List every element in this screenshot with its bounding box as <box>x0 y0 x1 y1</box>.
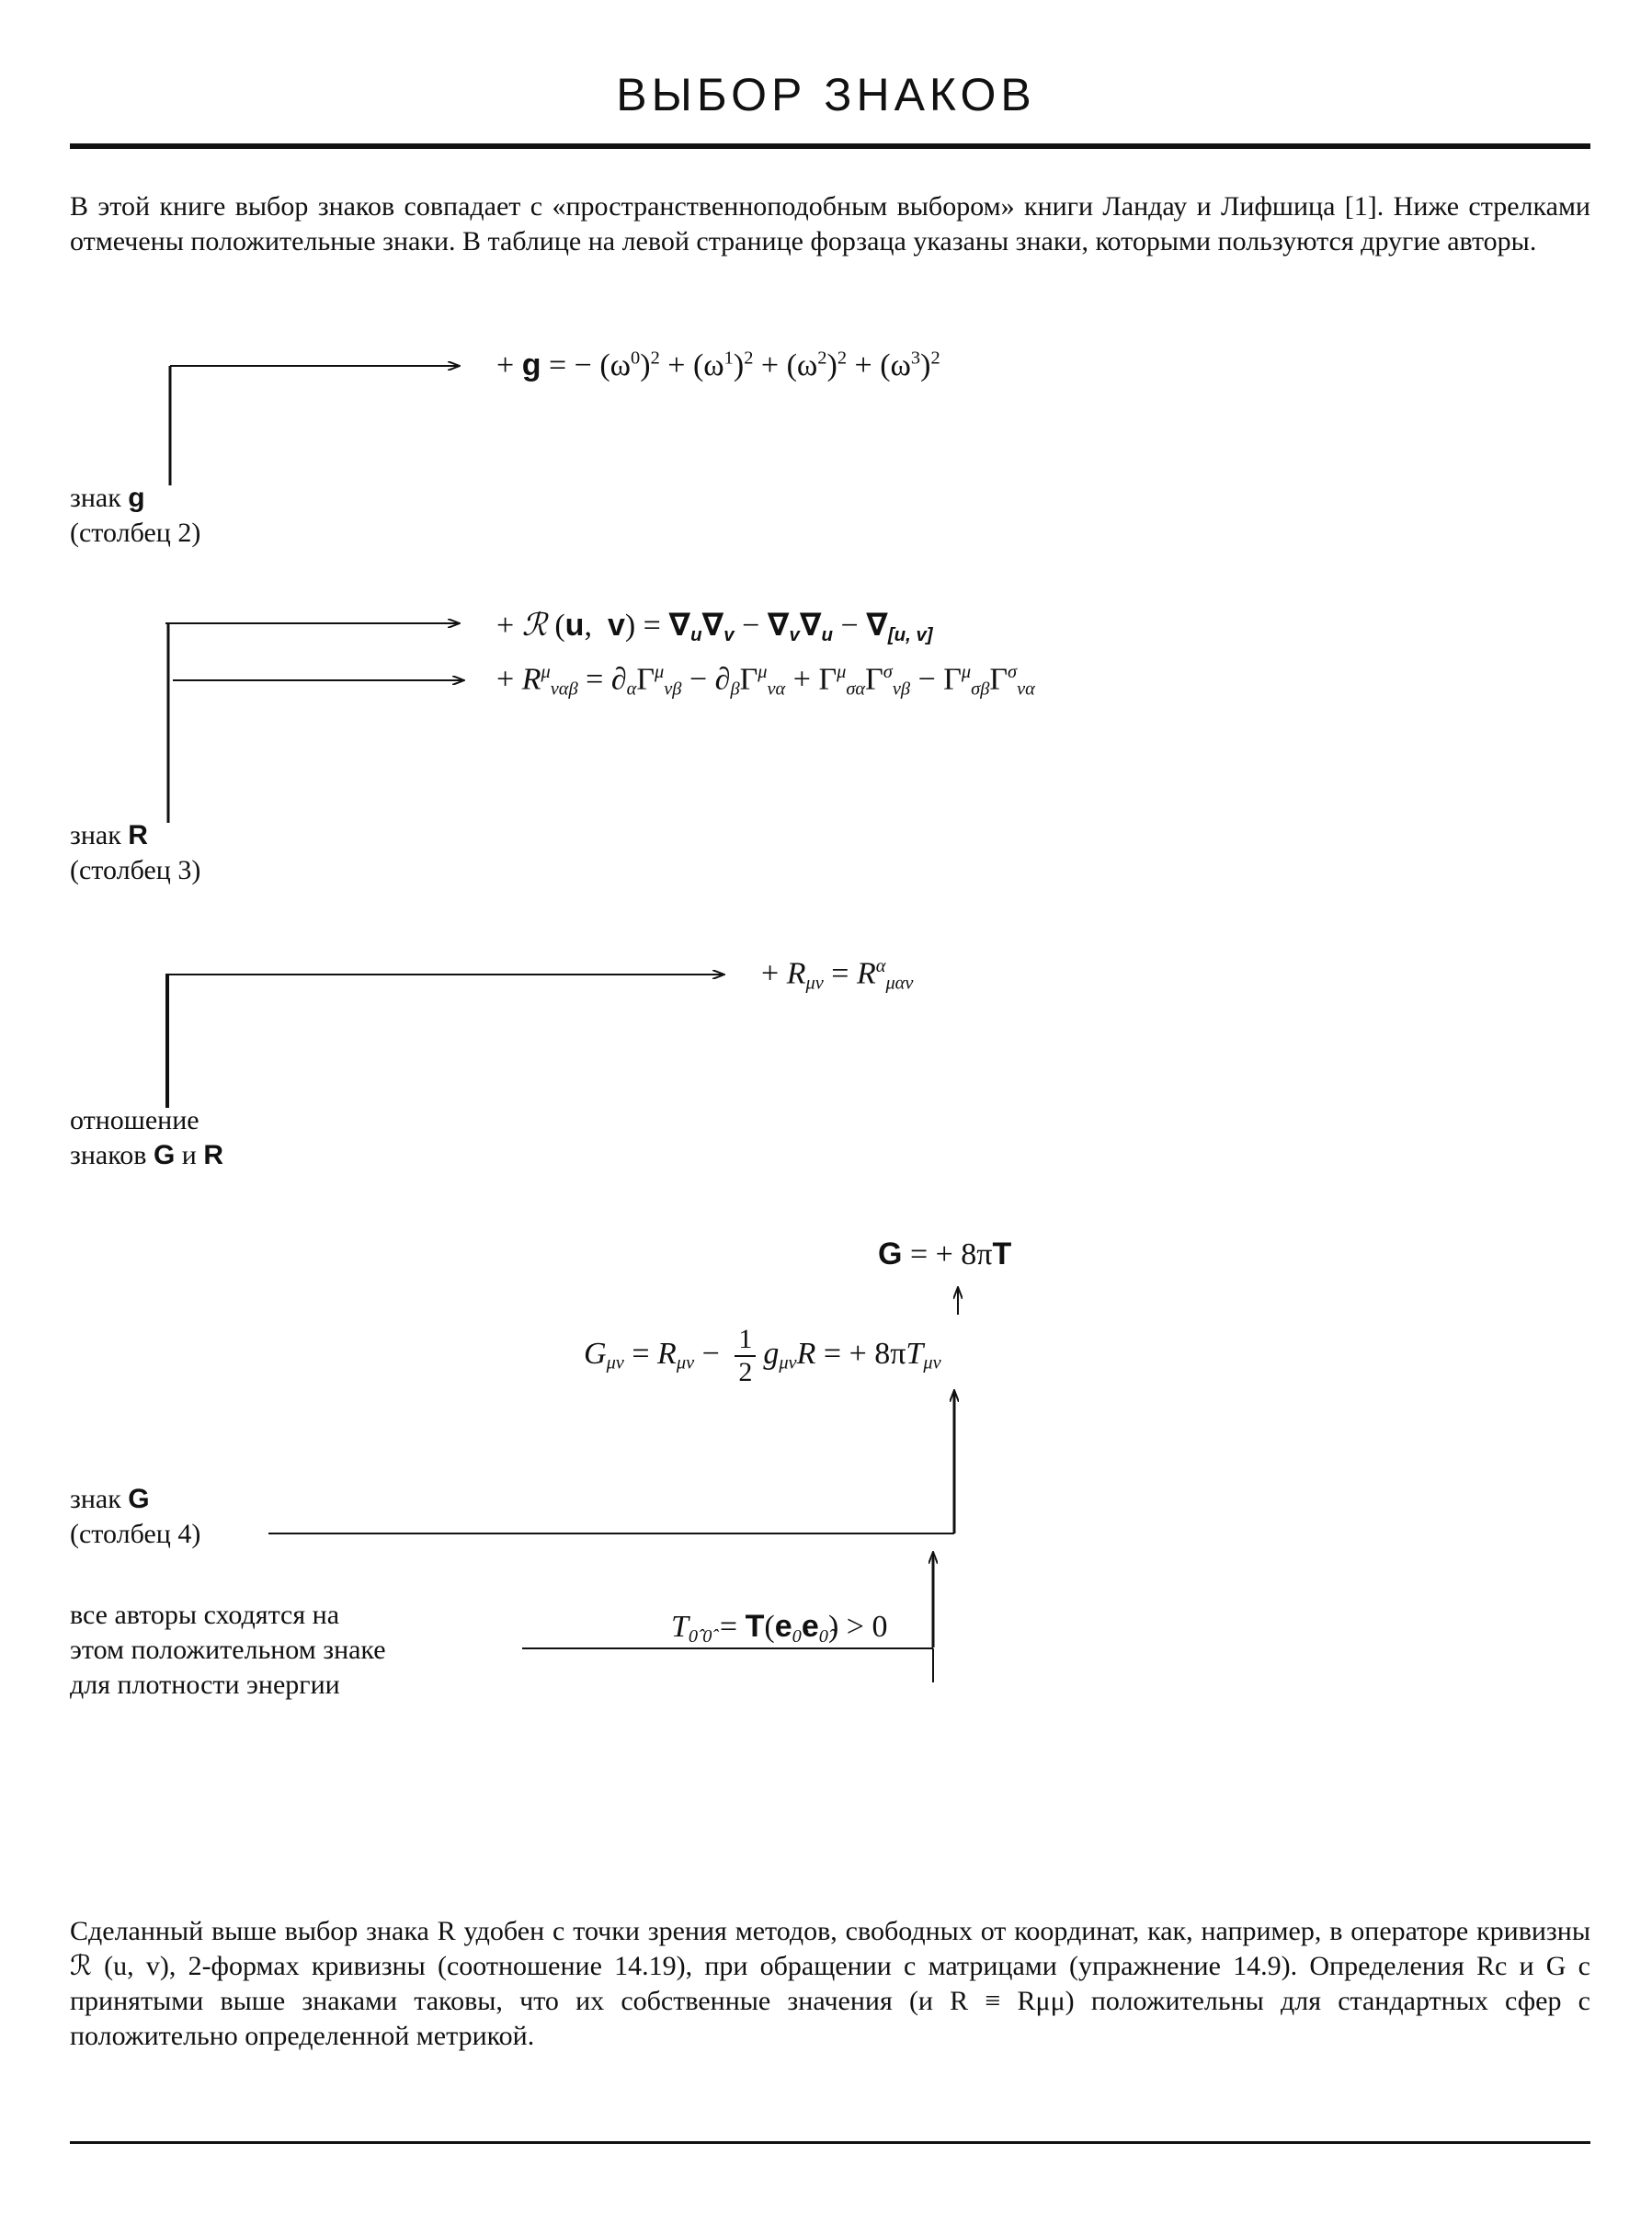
einstein-components-equation: $G_{\mu\nu} = R_{\mu\nu}$ − $\frac{1}{2}$ $g_{\mu\nu}R$ = + $8\pi T_{\mu\nu}$ <box>584 1324 941 1387</box>
curvature-operator-equation: + ℛ (u, $v) = \nabla_u\nabla_v - \nabla_v\nabla_u - \nabla_{[u, v]}$ <box>496 608 933 645</box>
g-einstein-sign-label: знак G (столбец 4) <box>70 1484 201 1549</box>
relation-sign-arrow <box>165 975 724 1108</box>
g-sign-label: знак g (столбец 2) <box>70 483 201 548</box>
energy-density-equation: $T_{0̂ 0̂} = T(e_{0̂}e_{0̂}) > 0$ <box>671 1609 888 1647</box>
r-sign-arrows <box>165 623 464 823</box>
metric-sign-equation: + g = − $(\omega^0)^2 + (\omega^1)^2 + (\omega^2)^2 + (\omega^3)^2$ <box>496 348 940 382</box>
page-title: ВЫБОР ЗНАКОВ <box>616 69 1036 120</box>
relation-sign-label: отношение знаков G и R <box>70 1105 224 1170</box>
riemann-components-equation: + $R^\mu_{\nu\alpha\beta} = \partial_\alpha\Gamma^\mu_{\nu\beta} - \partial_\beta\Gamma^\mu_{\nu\alpha} + \Gamma^\mu_{\sigma\alpha}\Gamma^\sigma_{\nu\beta} - \Gamma^\mu_{\sigma\beta}\Gamma^\sigma_{\nu\alpha}$ <box>496 662 1035 700</box>
closing-paragraph: Сделанный выше выбор знака R удобен с точки зрения методов, свободных от координат, как, например, в операторе кривизны ℛ (u, v), 2-формах кривизны (соотношение 14.19), при обращении с матрицами (упражнение 14.9). Определения Rc и G с принятыми выше знаками таковы, что их собственные значения (и R ≡ Rμμ) положительны для стандартных сфер с положительно определенной метрикой. <box>70 1916 1590 2051</box>
energy-sign-label: все авторы сходятся на этом положительном знаке для плотности энергии <box>70 1600 386 1700</box>
g-sign-connector <box>268 1390 954 1533</box>
g-sign-arrow <box>170 366 460 485</box>
einstein-tensor-equation: G = + 8πT <box>878 1237 1012 1271</box>
bottom-rule <box>70 2141 1590 2144</box>
r-sign-label: знак R (столбец 3) <box>70 820 201 885</box>
intro-paragraph: В этой книге выбор знаков совпадает с «пространственноподобным выбором» книги Ландау и Лифшица [1]. Ниже стрелками отмечены положительные знаки. В таблице на левой странице форзаца указаны знаки, которыми пользуются другие авторы. <box>70 191 1590 256</box>
ricci-contraction-equation: + $R_{\mu\nu} = R^\alpha_{\mu\alpha\nu}$ <box>761 956 914 994</box>
